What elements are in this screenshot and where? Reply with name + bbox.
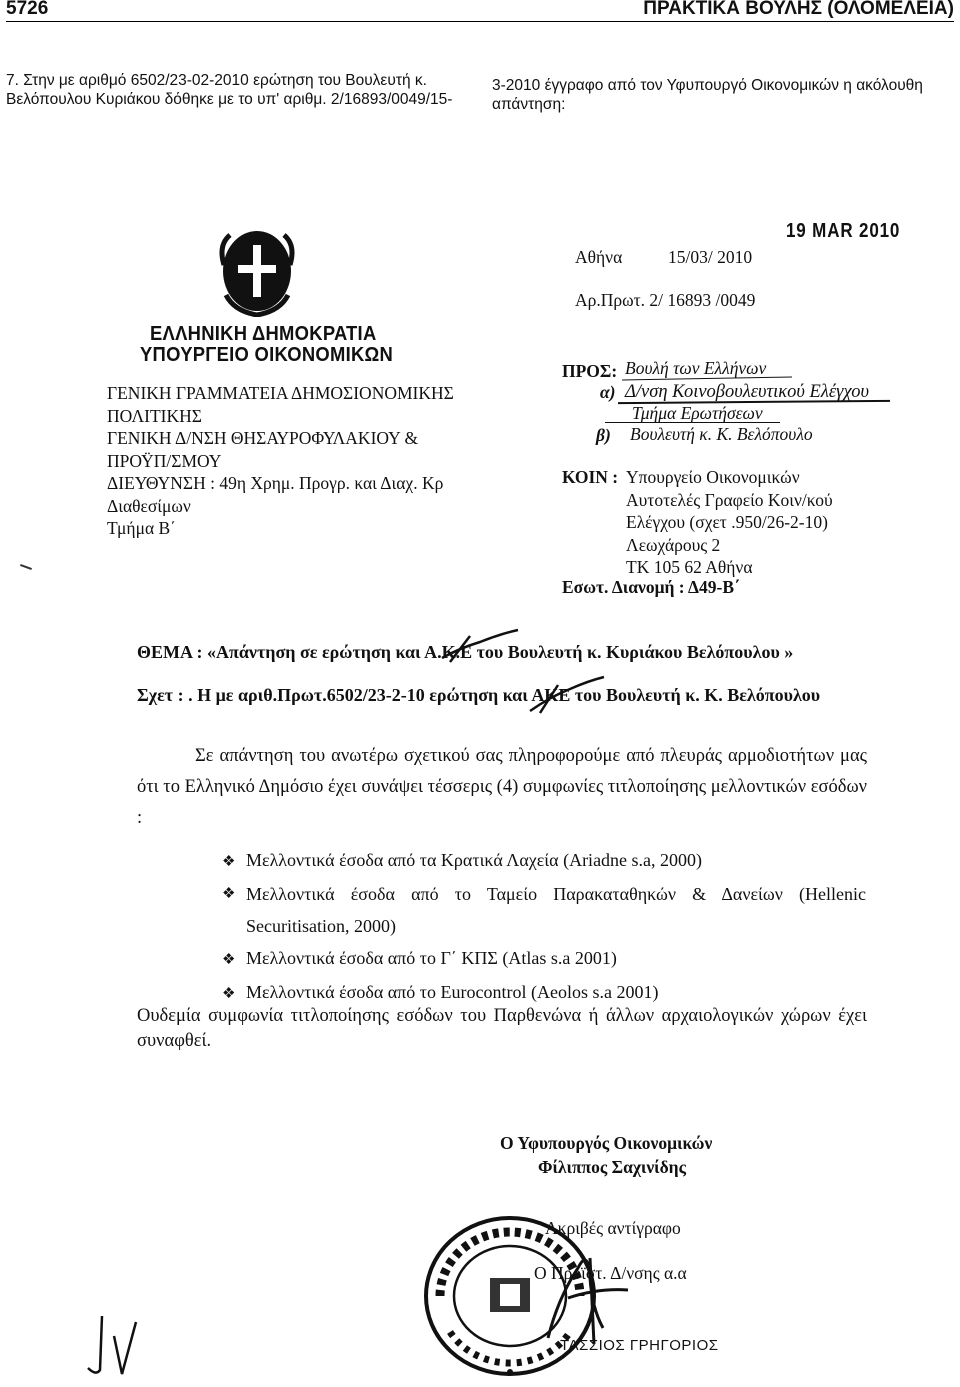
bullet-item (222, 878, 872, 942)
sender-line: ΠΟΛΙΤΙΚΗΣ (107, 405, 202, 426)
koin-line: Λεωχάρους 2 (626, 534, 721, 555)
sender-line: ΔΙΕΥΘΥΝΣΗ : 49η Χρημ. Προγρ. και Διαχ. Κρ (107, 473, 444, 493)
sender-line: ΠΡΟΫΠ/ΣΜΟΥ (107, 450, 222, 471)
gov-heading-line1: ΕΛΛΗΝΙΚΗ ΔΗΜΟΚΡΑΤΙΑ (150, 323, 377, 345)
to-a-label: α) (600, 382, 616, 402)
signer-name: Φίλιππος Σαχινίδης (538, 1157, 687, 1177)
sender-line: ΓΕΝΙΚΗ ΓΡΑΜΜΑΤΕΙΑ ΔΗΜΟΣΙΟΝΟΜΙΚΗΣ (107, 383, 454, 403)
intro-left-column (6, 71, 476, 109)
koin-line: Υπουργείο Οικονομικών (626, 467, 800, 487)
signer-title: Ο Υφυπουργός Οικονομικών (500, 1133, 713, 1153)
koin-line: Αυτοτελές Γραφείο Κοιν/κού (626, 489, 833, 510)
bullet-list (222, 844, 872, 1010)
koin-label: ΚΟΙΝ : (562, 467, 619, 487)
bullet-text: Μελλοντικά έσοδα από το Ταμείο Παρακαταθηκών & Δανείων (Hellenic Securitisation, 2000) (246, 884, 866, 936)
intro-line: Βελόπουλου Κυριάκου δόθηκε με το υπ' αριθμ. 2/16893/0049/15- (6, 91, 453, 108)
bullet-text: Μελλοντικά έσοδα από τα Κρατικά Λαχεία (Ariadne s.a, 2000) (246, 850, 703, 870)
to-a-line2: Τμήμα Ερωτήσεων (632, 403, 763, 423)
certified-copy: Ακριβές αντίγραφο (545, 1218, 681, 1238)
subject-line: ΘΕΜΑ : «Απάντηση σε ερώτηση και Α.Κ.Ε του Βουλευτή κ. Κυριάκου Βελόπουλου » (137, 642, 794, 662)
to-label: ΠΡΟΣ: (562, 361, 618, 381)
diamond-bullet-icon: ❖ (222, 854, 236, 870)
to-b-label: β) (596, 425, 611, 445)
koin-line: Ελέγχου (σχετ .950/26-2-10) (626, 512, 828, 532)
sender-block (107, 382, 454, 540)
diamond-bullet-icon: ❖ (222, 952, 236, 968)
internal-distribution: Εσωτ. Διανομή : Δ49-Β΄ (562, 577, 740, 597)
greek-coat-of-arms-icon (216, 225, 298, 317)
handwritten-signature-icon (528, 1238, 638, 1348)
page-number: 5726 (6, 0, 49, 19)
koin-line: ΤΚ 105 62 Αθήνα (626, 557, 753, 577)
intro-line: 7. Στην με αριθμό 6502/23-02-2010 ερώτηση του Βουλευτή κ. (6, 72, 427, 89)
reference-bold: Βουλευτή κ. Κ. Βελόπουλου (605, 685, 821, 705)
to-a-line1: Δ/νση Κοινοβουλευτικού Ελέγχου (625, 382, 869, 402)
intro-line: απάντηση: (492, 96, 566, 113)
body-intro: Σε απάντηση του ανωτέρω σχετικού σας πληροφορούμε από πλευράς αρμοδιοτήτων μας ότι το Ελληνικό Δημόσιο έχει συνάψει τέσσερις (4) συμφωνίες τιτλοποίησης μελλοντικών εσόδων : (137, 746, 867, 828)
reference-prefix: Σχετ : . Η με αριθ.Πρωτ.6502/23-2-10 ερώτηση και ΑΚΕ του (137, 685, 606, 705)
handwritten-mark-icon (440, 628, 520, 664)
handwritten-mark-icon (528, 675, 606, 715)
received-date-stamp: 19 MAR 2010 (786, 220, 901, 242)
sender-line: ΓΕΝΙΚΗ Δ/ΝΣΗ ΘΗΣΑΥΡΟΦΥΛΑΚΙΟΥ & (107, 428, 419, 448)
place-label: Αθήνα (575, 247, 623, 267)
page-header-title: ΠΡΑΚΤΙΚΑ ΒΟΥΛΗΣ (ΟΛΟΜΕΛΕΙΑ) (643, 0, 954, 19)
bullet-item (222, 844, 872, 878)
sender-line: Τμήμα Β΄ (107, 518, 177, 538)
gov-heading-line2: ΥΠΟΥΡΓΕΙΟ ΟΙΚΟΝΟΜΙΚΩΝ (140, 344, 394, 366)
scan-speck (20, 564, 32, 570)
to-b-line: Βουλευτή κ. Κ. Βελόπουλο (630, 424, 813, 444)
to-recipient: Βουλή των Ελλήνων (625, 358, 767, 378)
reference-line (137, 684, 820, 706)
diamond-bullet-icon: ❖ (222, 986, 236, 1002)
certifier-title: Ο Προϊστ. Δ/νσης α.α (534, 1263, 687, 1283)
bullet-text: Μελλοντικά έσοδα από το Γ΄ ΚΠΣ (Atlas s.a 2001) (246, 948, 617, 968)
letter-date: 15/03/ 2010 (668, 247, 753, 267)
protocol-number: Αρ.Πρωτ. 2/ 16893 /0049 (575, 290, 756, 310)
intro-line: 3-2010 έγγραφο από τον Υφυπουργό Οικονομικών η ακόλουθη (492, 77, 923, 94)
intro-right-column (492, 76, 958, 114)
bullet-item (222, 942, 872, 976)
diamond-bullet-icon: ❖ (222, 886, 236, 902)
sender-line: Διαθεσίμων (107, 495, 191, 516)
koin-block (626, 466, 833, 579)
body-closing: Ουδεμία συμφωνία τιτλοποίησης εσόδων του Παρθενώνα ή άλλων αρχαιολογικών χώρων έχει συναφθεί. (137, 1006, 867, 1051)
certifier-name: ΤΑΣΣΙΟΣ ΓΡΗΓΟΡΙΟΣ (560, 1337, 719, 1354)
handwritten-initials-icon (84, 1312, 140, 1378)
header-rule (6, 21, 954, 22)
bullet-text: Μελλοντικά έσοδα από το Eurocontrol (Aeolos s.a 2001) (246, 982, 659, 1002)
